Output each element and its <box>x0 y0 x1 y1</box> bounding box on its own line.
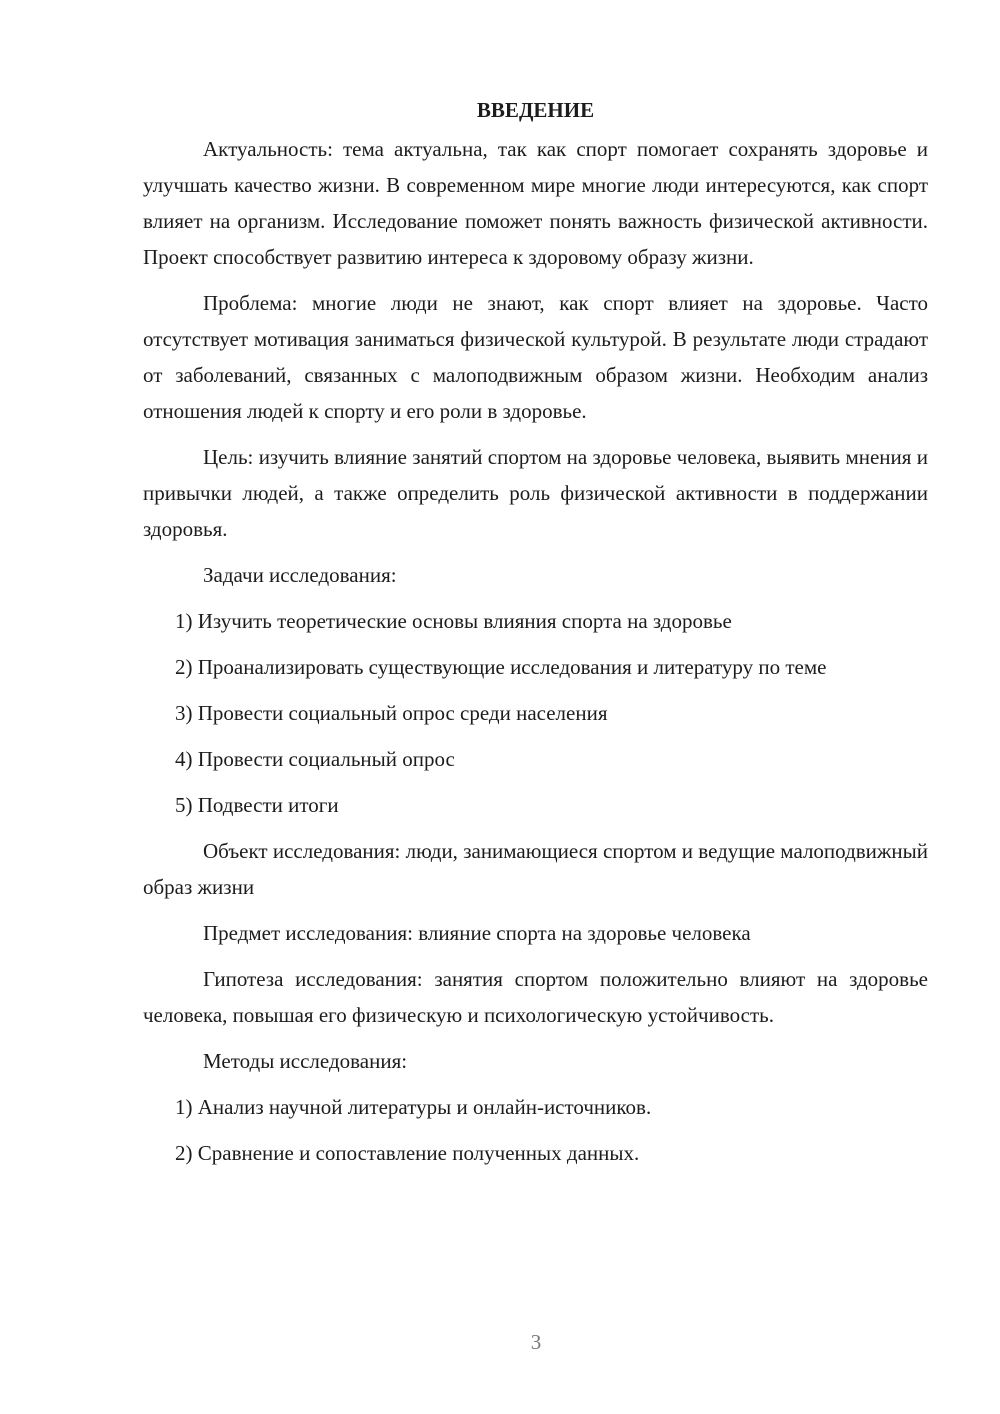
problem-paragraph: Проблема: многие люди не знают, как спорт влияет на здоровье. Часто отсутствует мотивация заниматься физической культурой. В результате люди страдают от заболеваний, связанных с малоподвижным образом жизни. Необходим анализ отношения людей к спорту и его роли в здоровье. <box>143 291 928 423</box>
methods-heading: Методы исследования: <box>203 1049 408 1073</box>
tasks-heading: Задачи исследования: <box>203 563 397 587</box>
object-paragraph: Объект исследования: люди, занимающиеся спортом и ведущие малоподвижный образ жизни <box>143 839 928 899</box>
task-item: 1) Изучить теоретические основы влияния спорта на здоровье <box>175 609 732 633</box>
page-number: 3 <box>530 1330 542 1354</box>
task-item: 5) Подвести итоги <box>175 793 339 817</box>
task-item: 2) Проанализировать существующие исследования и литературу по теме <box>175 655 827 679</box>
method-item: 1) Анализ научной литературы и онлайн-источников. <box>175 1095 652 1119</box>
hypothesis-paragraph: Гипотеза исследования: занятия спортом положительно влияют на здоровье человека, повышая его физическую и психологическую устойчивость. <box>143 967 928 1027</box>
goal-paragraph: Цель: изучить влияние занятий спортом на здоровье человека, выявить мнения и привычки людей, а также определить роль физической активности в поддержании здоровья. <box>143 445 928 541</box>
task-item: 3) Провести социальный опрос среди населения <box>175 701 608 725</box>
document-page <box>143 92 928 1181</box>
section-title: ВВЕДЕНИЕ <box>476 98 595 122</box>
task-item: 4) Провести социальный опрос <box>175 747 455 771</box>
subject-paragraph: Предмет исследования: влияние спорта на здоровье человека <box>203 921 751 945</box>
relevance-paragraph: Актуальность: тема актуальна, так как спорт помогает сохранять здоровье и улучшать качество жизни. В современном мире многие люди интересуются, как спорт влияет на организм. Исследование поможет понять важность физической активности. Проект способствует развитию интереса к здоровому образу жизни. <box>143 137 928 269</box>
method-item: 2) Сравнение и сопоставление полученных данных. <box>175 1141 640 1165</box>
